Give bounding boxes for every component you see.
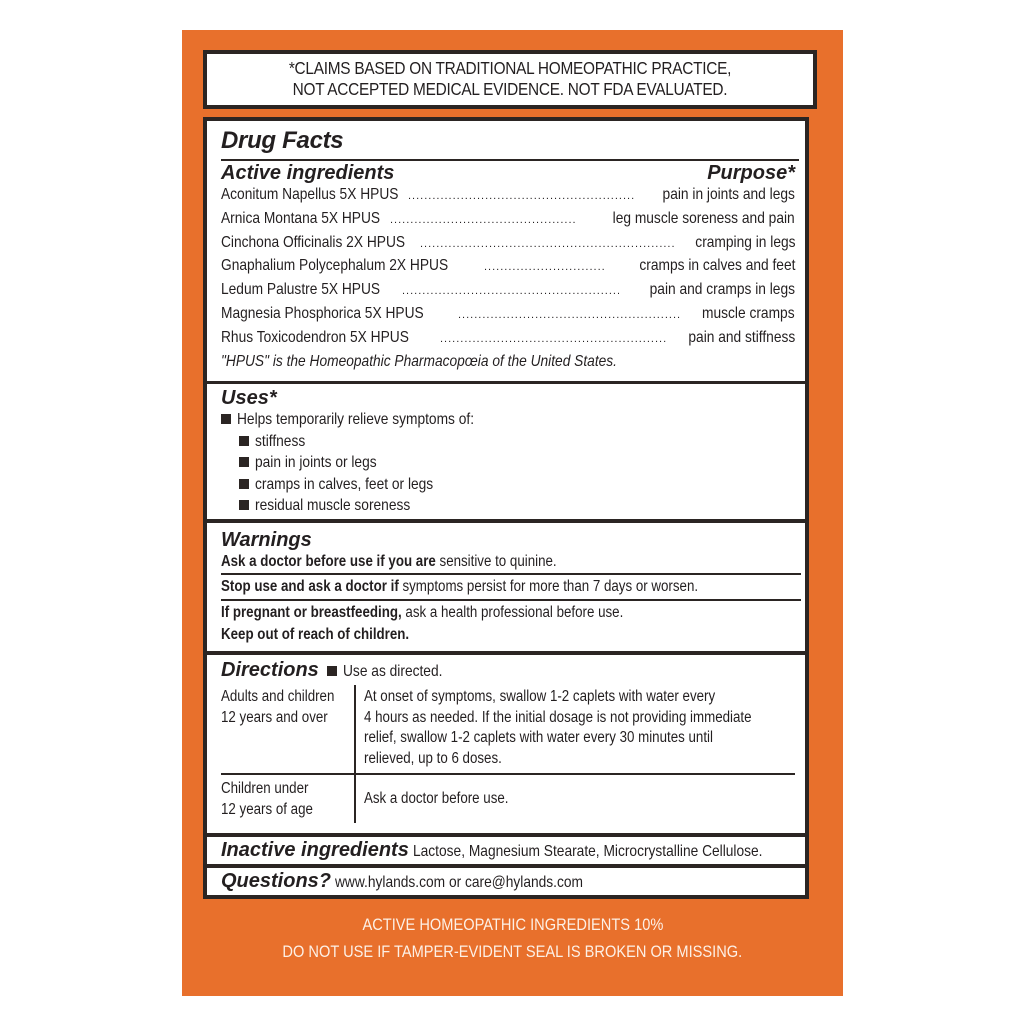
footer-tamper-warning	[182, 942, 843, 962]
ingredient-name: Gnaphalium Polycephalum 2X HPUS	[221, 257, 449, 275]
uses-item-text: cramps in calves, feet or legs	[255, 475, 434, 493]
disclaimer-line-1: *CLAIMS BASED ON TRADITIONAL HOMEOPATHIC PRACTICE,	[288, 58, 732, 78]
footer-line-1: ACTIVE HOMEOPATHIC INGREDIENTS 10%	[362, 915, 663, 934]
warning-ask-doctor-text: sensitive to quinine.	[435, 553, 557, 570]
square-bullet-icon	[239, 436, 249, 446]
warnings-divider	[221, 599, 801, 601]
ingredient-name: Arnica Montana 5X HPUS	[221, 209, 381, 227]
warning-pregnant-bold: If pregnant or breastfeeding,	[221, 604, 402, 621]
hpus-note	[221, 351, 795, 373]
uses-item-text: pain in joints or legs	[255, 454, 377, 471]
warning-pregnant-text: ask a health professional before use.	[401, 604, 624, 621]
warning-stop-use-text: symptoms persist for more than 7 days or worsen.	[398, 578, 699, 595]
ingredient-row	[221, 255, 795, 279]
directions-intro: Use as directed.	[343, 663, 443, 680]
ingredient-purpose: muscle cramps	[702, 304, 795, 322]
ingredient-purpose: cramps in calves and feet	[638, 257, 795, 275]
active-header-row	[221, 162, 795, 184]
directions-table	[221, 685, 795, 823]
ingredient-row	[221, 303, 795, 327]
drug-facts-title: Drug Facts	[221, 127, 344, 154]
active-ingredients-section	[207, 121, 805, 381]
leader-dots	[458, 304, 682, 327]
directions-dose	[356, 775, 795, 823]
warning-stop-use	[221, 575, 795, 599]
purpose-heading: Purpose*	[707, 162, 795, 184]
uses-item	[221, 495, 795, 517]
directions-header	[221, 659, 795, 683]
uses-intro	[221, 409, 795, 431]
ingredient-name: Magnesia Phosphorica 5X HPUS	[221, 304, 424, 322]
disclaimer-line-2: NOT ACCEPTED MEDICAL EVIDENCE. NOT FDA EVALUATED.	[292, 79, 728, 99]
uses-item-text: stiffness	[255, 432, 306, 450]
warnings-section	[207, 523, 805, 651]
warning-stop-use-bold: Stop use and ask a doctor if	[221, 578, 399, 595]
ingredient-row	[221, 184, 795, 208]
ingredient-row	[221, 279, 795, 303]
leader-dots	[390, 209, 576, 232]
who-line: 12 years and over	[221, 708, 328, 726]
drug-facts-box	[203, 117, 809, 899]
questions-section	[207, 868, 805, 895]
dose-line: relief, swallow 1-2 caplets with water every 30 minutes until	[364, 729, 713, 746]
dose-line: 4 hours as needed. If the initial dosage is not providing immediate	[364, 708, 752, 726]
directions-dose	[356, 685, 815, 773]
uses-item	[221, 474, 795, 496]
square-bullet-icon	[221, 414, 231, 424]
dose-line: At onset of symptoms, swallow 1-2 caplets with water every	[364, 688, 716, 705]
dose-line: Ask a doctor before use.	[364, 790, 509, 807]
warning-pregnant	[221, 602, 795, 624]
inactive-ingredients-section	[207, 837, 805, 864]
ingredient-row	[221, 327, 795, 351]
ingredient-row	[221, 232, 795, 256]
square-bullet-icon	[239, 500, 249, 510]
square-bullet-icon	[239, 457, 249, 467]
who-line: Adults and children	[221, 688, 335, 705]
footer-line-2: DO NOT USE IF TAMPER-EVIDENT SEAL IS BROKEN OR MISSING.	[282, 942, 743, 961]
warning-ask-doctor-bold: Ask a doctor before use if you are	[221, 553, 436, 570]
active-ingredients-heading: Active ingredients	[221, 162, 395, 184]
directions-row-children	[221, 775, 795, 823]
questions-contact-text: www.hylands.com or care@hylands.com	[335, 874, 584, 891]
leader-dots	[440, 328, 666, 351]
ingredient-purpose: pain and stiffness	[688, 328, 795, 346]
uses-item	[221, 452, 795, 474]
leader-dots	[408, 185, 634, 208]
ingredient-name: Ledum Palustre 5X HPUS	[221, 281, 381, 299]
ingredient-name: Aconitum Napellus 5X HPUS	[221, 186, 399, 203]
inactive-ingredients-text: Lactose, Magnesium Stearate, Microcrystalline Cellulose.	[413, 843, 763, 860]
uses-section	[207, 384, 805, 519]
ingredient-purpose: pain and cramps in legs	[649, 281, 795, 299]
warning-keep-out-text: Keep out of reach of children.	[221, 626, 410, 643]
leader-dots	[484, 256, 606, 279]
claims-disclaimer-box	[203, 50, 817, 109]
who-line: 12 years of age	[221, 800, 313, 818]
uses-item	[221, 431, 795, 453]
who-line: Children under	[221, 780, 309, 797]
questions-heading: Questions?	[221, 870, 332, 892]
ingredient-name: Cinchona Officinalis 2X HPUS	[221, 233, 406, 251]
uses-heading: Uses*	[221, 387, 277, 409]
hpus-note-text: "HPUS" is the Homeopathic Pharmacopœia of the United States.	[221, 352, 618, 370]
directions-heading: Directions	[221, 659, 319, 681]
product-label-panel	[182, 30, 843, 996]
ingredient-purpose: cramping in legs	[694, 233, 795, 251]
warnings-heading: Warnings	[221, 529, 312, 551]
ingredient-row	[221, 208, 795, 232]
title-divider	[221, 159, 799, 161]
directions-row-adults	[221, 685, 795, 775]
warning-keep-out	[221, 624, 795, 646]
uses-item-text: residual muscle soreness	[255, 497, 411, 514]
footer-active-percentage	[182, 915, 843, 935]
directions-who	[221, 685, 356, 773]
uses-intro-text: Helps temporarily relieve symptoms of:	[237, 411, 475, 428]
square-bullet-icon	[327, 666, 337, 676]
ingredient-name: Rhus Toxicodendron 5X HPUS	[221, 328, 409, 346]
warning-ask-doctor	[221, 551, 795, 573]
directions-who	[221, 775, 356, 823]
square-bullet-icon	[239, 479, 249, 489]
inactive-ingredients-heading: Inactive ingredients	[221, 839, 409, 861]
ingredient-purpose: pain in joints and legs	[662, 186, 795, 203]
leader-dots	[420, 233, 674, 256]
ingredient-purpose: leg muscle soreness and pain	[612, 209, 795, 227]
leader-dots	[402, 280, 619, 303]
dose-line: relieved, up to 6 doses.	[364, 749, 502, 767]
directions-section	[207, 655, 805, 833]
